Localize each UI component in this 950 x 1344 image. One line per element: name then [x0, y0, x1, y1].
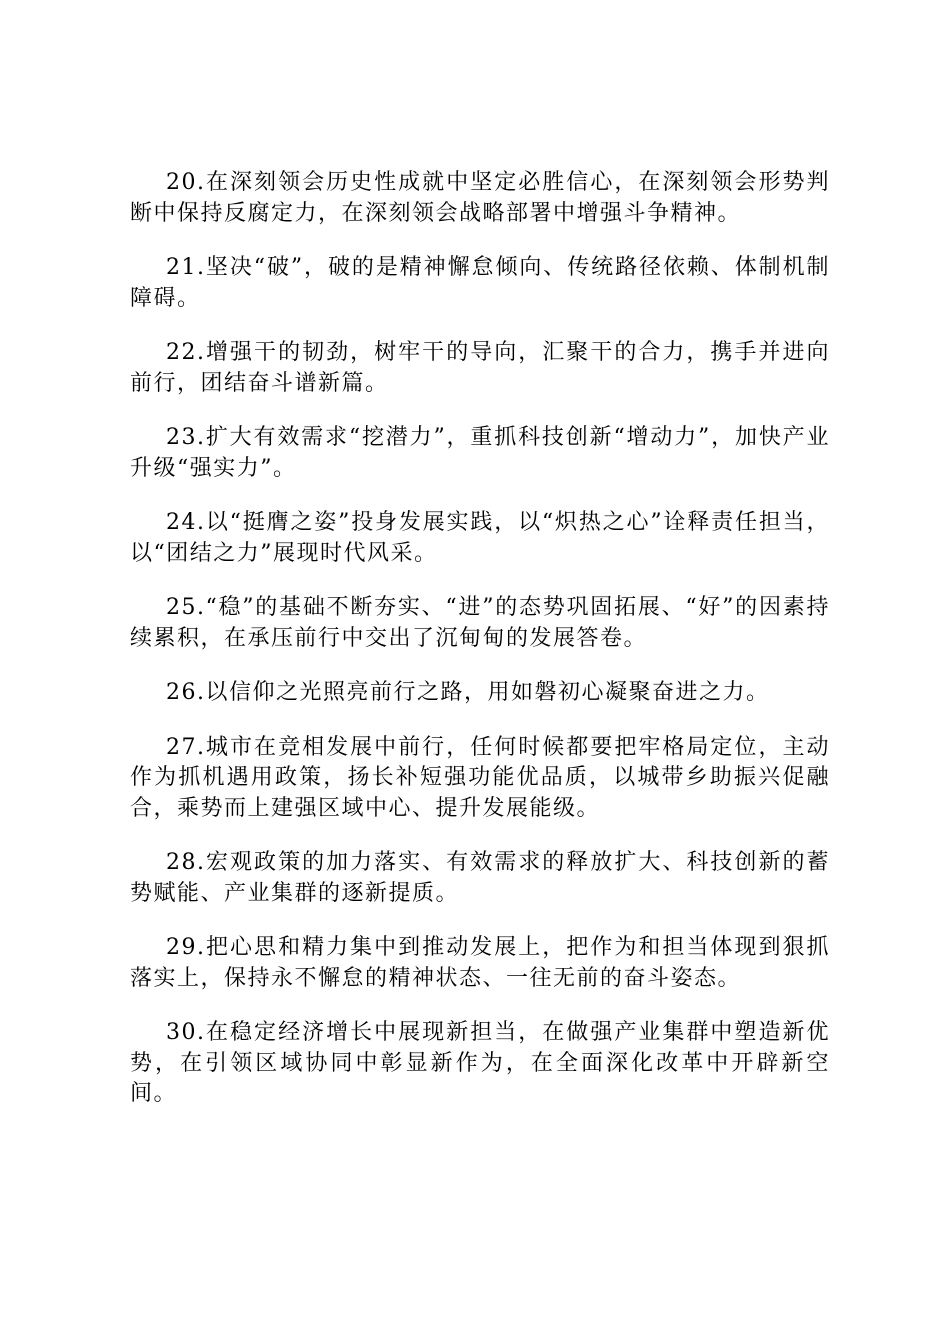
paragraph-24: 24.以“挺膺之姿”投身发展实践，以“炽热之心”诠释责任担当，以“团结之力”展现时代风采。 [130, 510, 830, 566]
paragraph-23: 23.扩大有效需求“挖潜力”，重抓科技创新“增动力”，加快产业升级“强实力”。 [130, 425, 830, 481]
paragraph-28: 28.宏观政策的加力落实、有效需求的释放扩大、科技创新的蓄势赋能、产业集群的逐新提质。 [130, 850, 830, 906]
paragraph-25: 25.“稳”的基础不断夯实、“进”的态势巩固拓展、“好”的因素持续累积，在承压前行中交出了沉甸甸的发展答卷。 [130, 595, 830, 651]
paragraph-21: 21.坚决“破”，破的是精神懈怠倾向、传统路径依赖、体制机制障碍。 [130, 255, 830, 311]
paragraph-20: 20.在深刻领会历史性成就中坚定必胜信心，在深刻领会形势判断中保持反腐定力，在深刻领会战略部署中增强斗争精神。 [130, 170, 830, 226]
paragraph-29: 29.把心思和精力集中到推动发展上，把作为和担当体现到狠抓落实上，保持永不懈怠的精神状态、一往无前的奋斗姿态。 [130, 935, 830, 991]
document-body [130, 168, 830, 1134]
paragraph-26: 26.以信仰之光照亮前行之路，用如磐初心凝聚奋进之力。 [166, 680, 770, 705]
paragraph-22: 22.增强干的韧劲，树牢干的导向，汇聚干的合力，携手并进向前行，团结奋斗谱新篇。 [130, 340, 830, 396]
paragraph-27: 27.城市在竞相发展中前行，任何时候都要把牢格局定位，主动作为抓机遇用政策，扬长补短强功能优品质，以城带乡助振兴促融合，乘势而上建强区域中心、提升发展能级。 [130, 734, 830, 821]
paragraph-30: 30.在稳定经济增长中展现新担当，在做强产业集群中塑造新优势，在引领区域协同中彰显新作为，在全面深化改革中开辟新空间。 [130, 1020, 830, 1106]
